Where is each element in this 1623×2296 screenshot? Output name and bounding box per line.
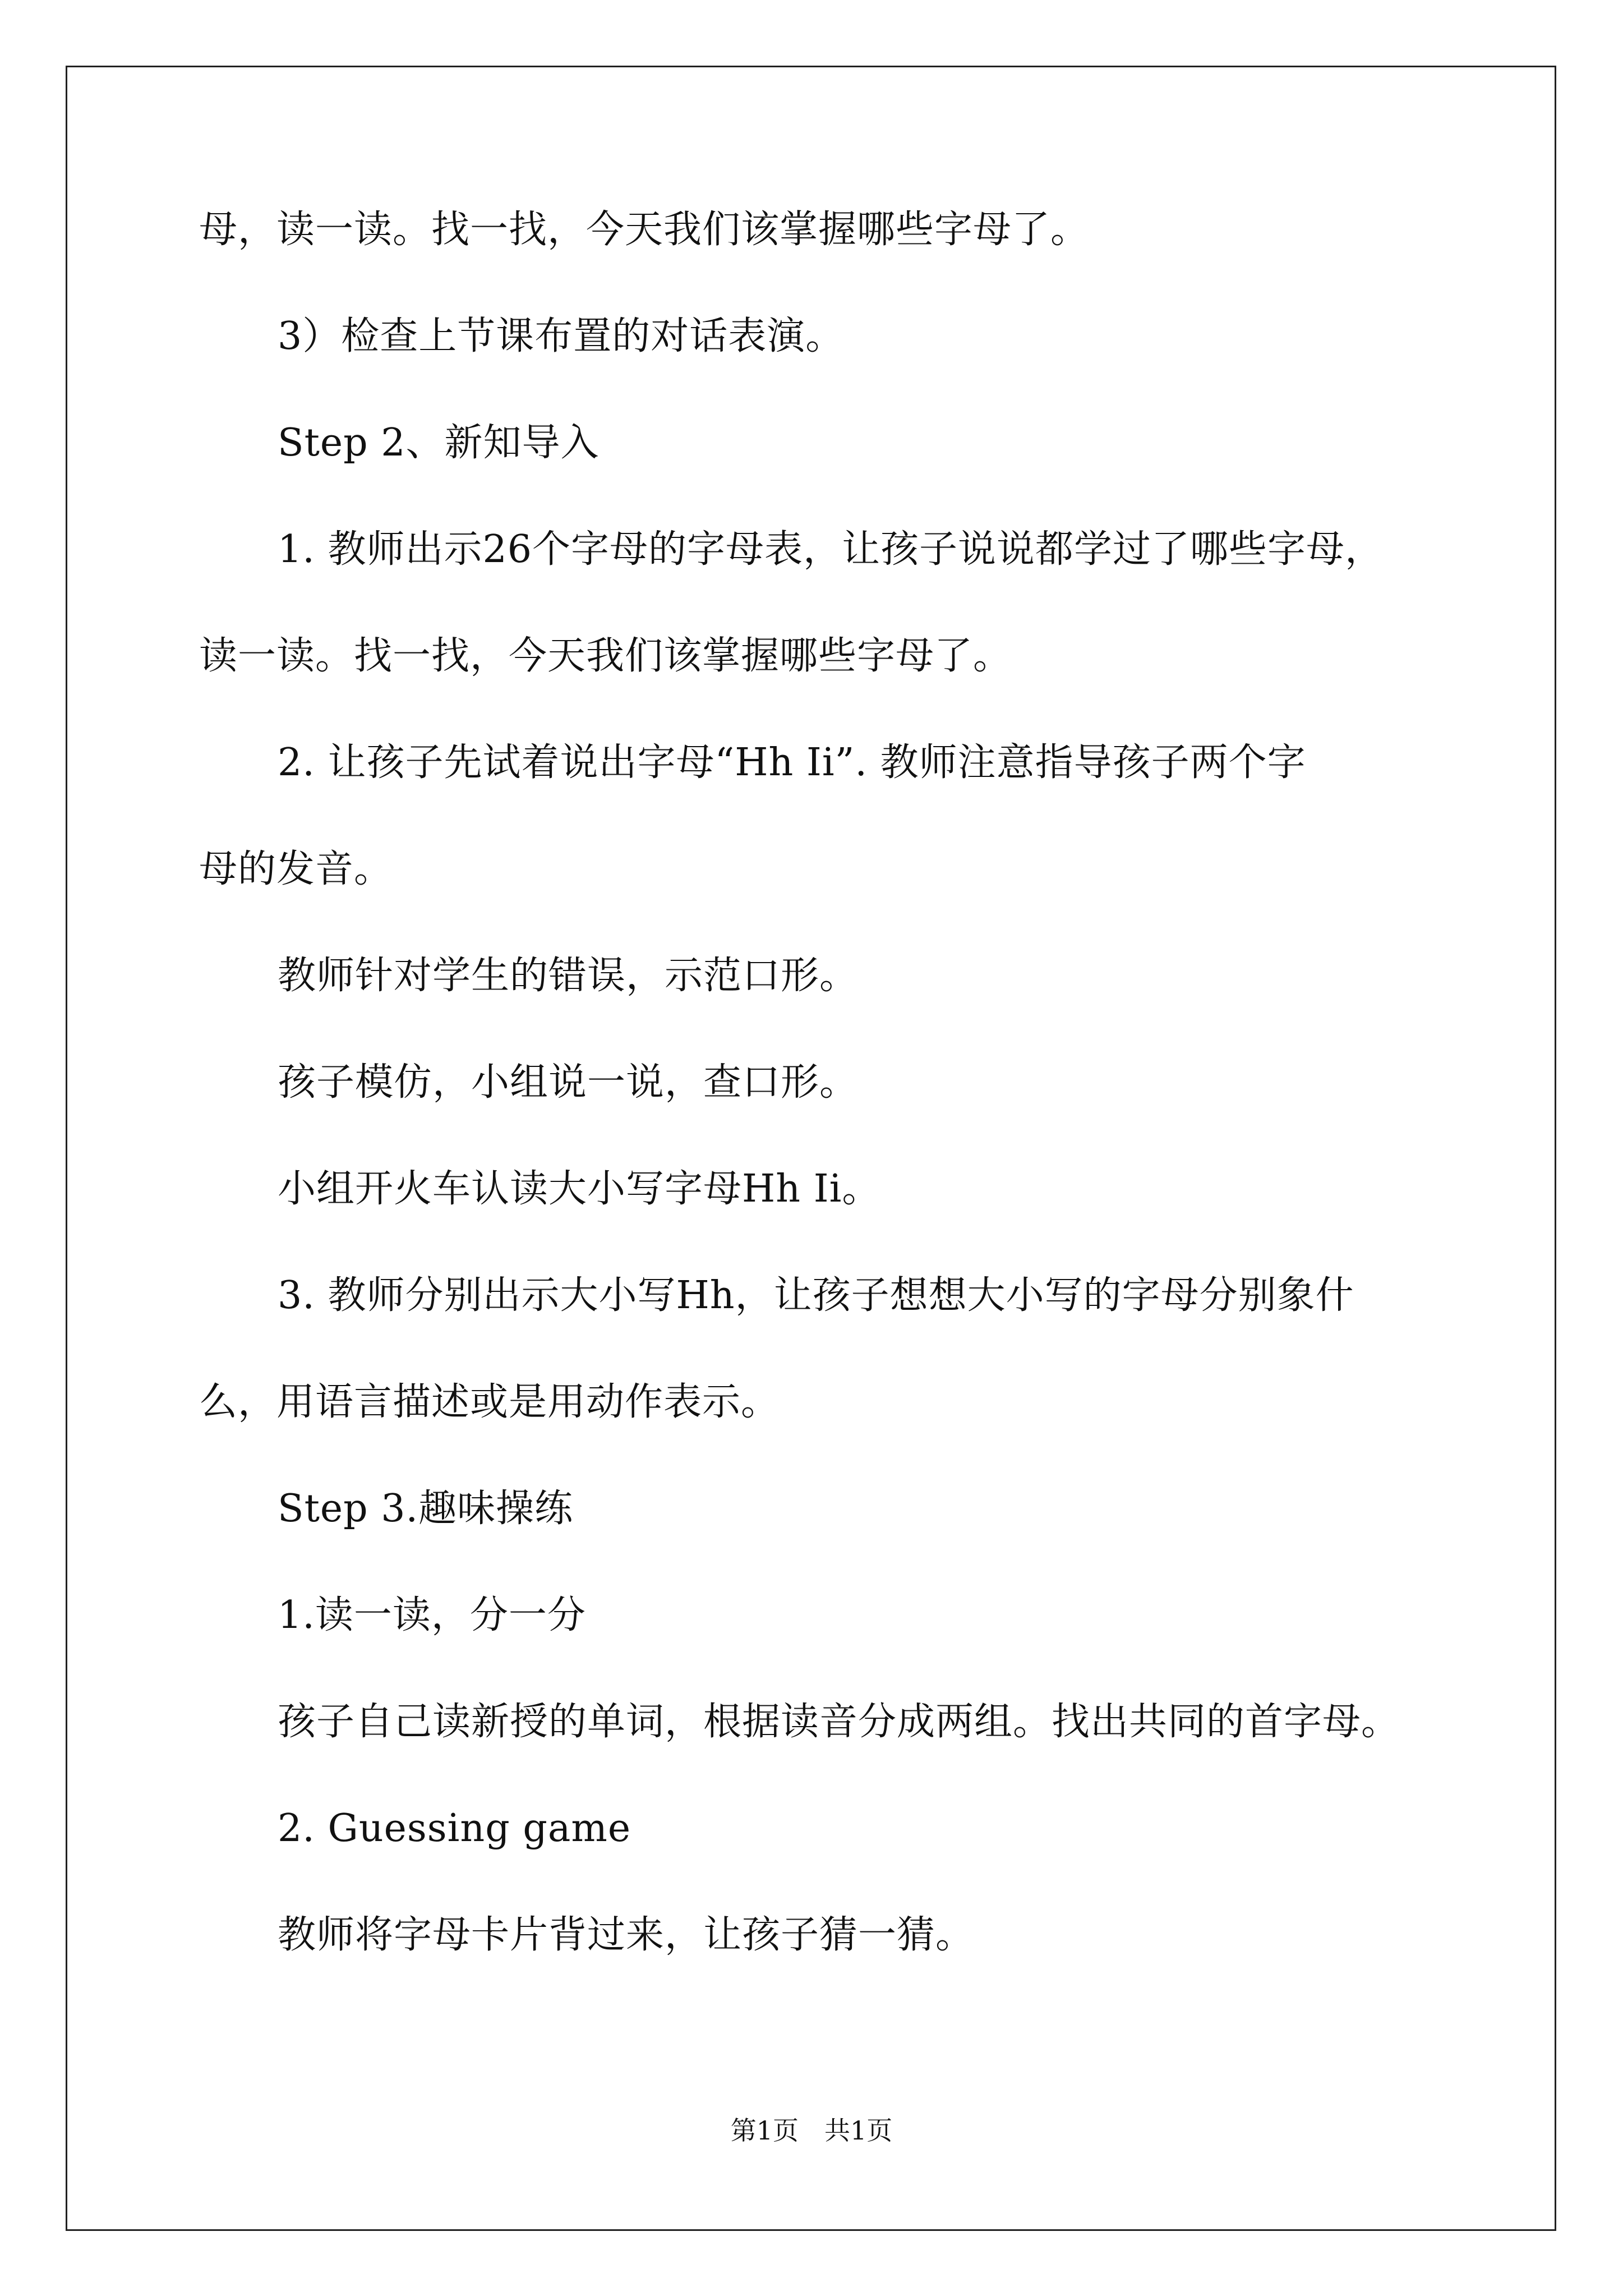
section-heading: Step 2、新知导入 [278, 421, 600, 465]
text-line: 教师针对学生的错误，示范口形。 [278, 954, 859, 998]
text-line: 1. 教师出示26个字母的字母表，让孩子说说都学过了哪些字母， [278, 527, 1384, 572]
text-line: 3）检查上节课布置的对话表演。 [278, 314, 845, 358]
text-line: 母的发音。 [199, 847, 393, 891]
text-line: 2. Guessing game [278, 1806, 631, 1851]
text-line: 1.读一读，分一分 [278, 1593, 586, 1637]
page-footer: 第1页 共1页 [730, 2115, 893, 2146]
text-line: 孩子模仿，小组说一说，查口形。 [278, 1060, 859, 1105]
section-heading: Step 3.趣味操练 [278, 1487, 574, 1531]
text-line: 读一读。找一找，今天我们该掌握哪些字母了。 [199, 634, 1012, 678]
text-line: 孩子自己读新授的单词，根据读音分成两组。找出共同的首字母。 [278, 1700, 1400, 1744]
text-line: 2. 让孩子先试着说出字母“Hh Ii”. 教师注意指导孩子两个字 [278, 740, 1306, 785]
page-border [66, 66, 1556, 2231]
text-line: 小组开火车认读大小写字母Hh Ii。 [278, 1167, 881, 1211]
text-line: 母，读一读。找一找，今天我们该掌握哪些字母了。 [199, 208, 1090, 252]
text-line: 3. 教师分别出示大小写Hh，让孩子想想大小写的字母分别象什 [278, 1273, 1354, 1318]
text-line: 教师将字母卡片背过来，让孩子猜一猜。 [278, 1913, 975, 1957]
text-line: 么，用语言描述或是用动作表示。 [199, 1380, 780, 1424]
